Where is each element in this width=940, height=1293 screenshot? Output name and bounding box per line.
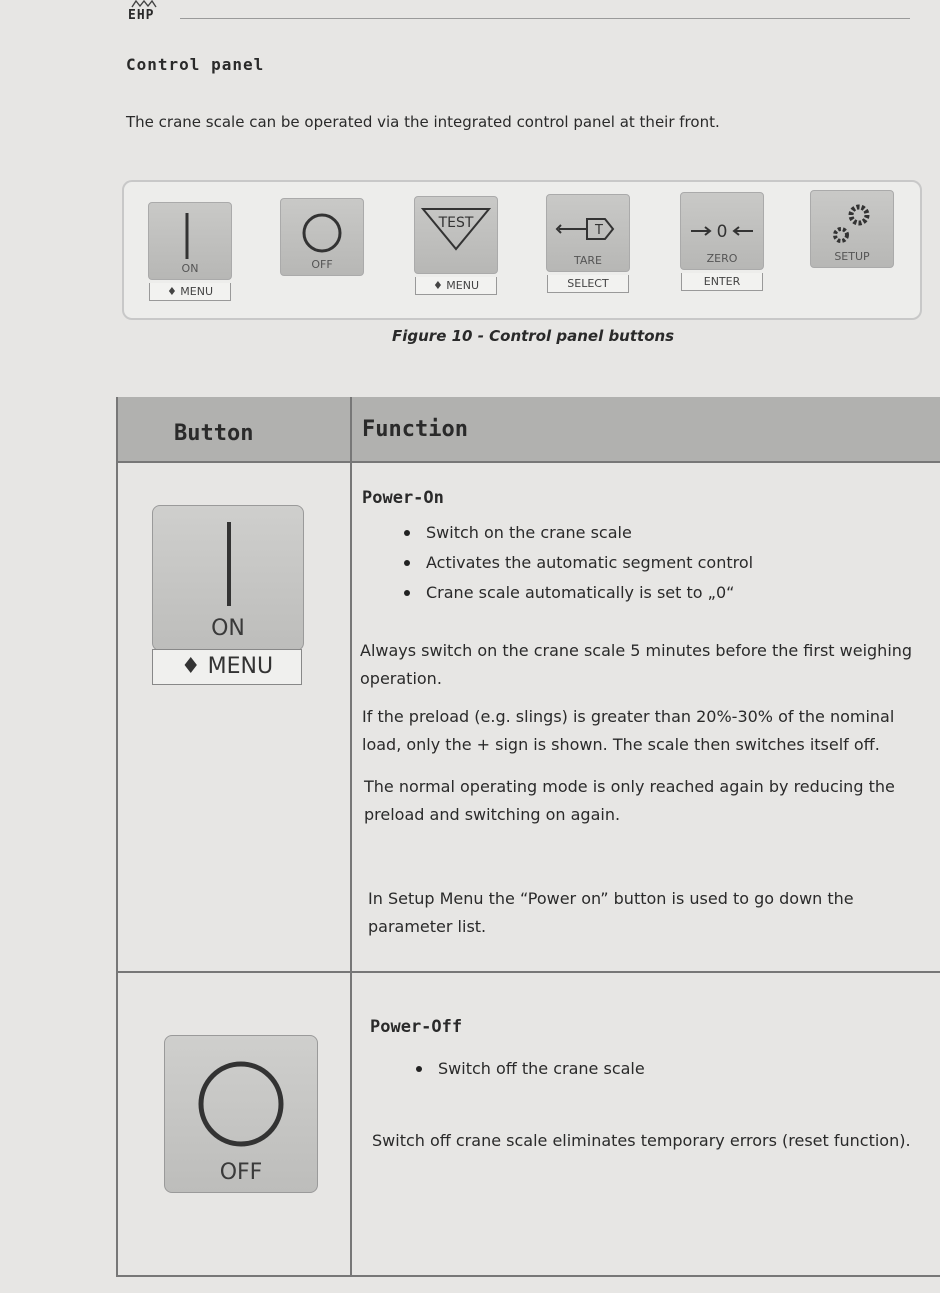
power-on-paragraph-1: Always switch on the crane scale 5 minutes before the first weighing operation. bbox=[360, 641, 913, 688]
zero-icon-text: 0 bbox=[716, 222, 728, 242]
panel-on-label: ON bbox=[181, 262, 199, 275]
on-button-menu: ♦ MENU bbox=[152, 649, 302, 685]
header-button: Button bbox=[174, 421, 254, 446]
test-icon-text: TEST bbox=[438, 215, 474, 231]
header-divider bbox=[180, 18, 910, 19]
list-item: Switch off the crane scale bbox=[416, 1059, 645, 1078]
panel-zero-button bbox=[680, 192, 764, 288]
column-divider bbox=[350, 397, 352, 1275]
power-off-bullets bbox=[416, 1059, 645, 1089]
intro-text: The crane scale can be operated via the integrated control panel at their front. bbox=[126, 113, 720, 131]
figure-caption: Figure 10 - Control panel buttons bbox=[392, 327, 675, 345]
panel-setup-button bbox=[810, 190, 894, 268]
list-item: Crane scale automatically is set to „0“ bbox=[404, 583, 753, 602]
test-icon bbox=[415, 197, 497, 273]
power-off-paragraph-1: Switch off crane scale eliminates temporary errors (reset function). bbox=[372, 1131, 911, 1150]
on-button-label: ON bbox=[211, 616, 245, 641]
panel-test-button bbox=[414, 196, 498, 292]
power-on-paragraph-2: If the preload (e.g. slings) is greater than 20%-30% of the nominal load, only the + sign is shown. The scale then switches itself off. bbox=[362, 707, 895, 754]
on-button-illustration bbox=[152, 505, 304, 651]
panel-zero-sub: ENTER bbox=[681, 273, 763, 291]
power-on-paragraph-3: The normal operating mode is only reached again by reducing the preload and switching on again. bbox=[364, 777, 895, 824]
logo-crown-icon bbox=[130, 0, 170, 8]
panel-setup-label: SETUP bbox=[834, 250, 870, 263]
row-divider bbox=[118, 971, 940, 973]
off-button-illustration bbox=[164, 1035, 318, 1193]
panel-test-sub: ♦ MENU bbox=[415, 277, 497, 295]
header-function: Function bbox=[362, 417, 468, 442]
power-on-paragraph-4: In Setup Menu the “Power on” button is used to go down the parameter list. bbox=[368, 889, 854, 936]
panel-on-sub: ♦ MENU bbox=[149, 283, 231, 301]
panel-tare-label: TARE bbox=[574, 254, 602, 267]
list-item: Activates the automatic segment control bbox=[404, 553, 753, 572]
row-title-power-off: Power-Off bbox=[370, 1017, 463, 1037]
panel-on-button bbox=[148, 202, 232, 298]
panel-tare-button bbox=[546, 194, 630, 290]
section-title: Control panel bbox=[126, 55, 265, 74]
control-panel-figure bbox=[122, 180, 922, 320]
logo: EHP bbox=[128, 8, 155, 23]
tare-icon-text: T bbox=[595, 223, 603, 238]
panel-off-label: OFF bbox=[311, 258, 333, 271]
power-on-bullets bbox=[404, 523, 753, 613]
table-header bbox=[118, 397, 940, 463]
off-button-label: OFF bbox=[219, 1160, 263, 1185]
panel-zero-label: ZERO bbox=[706, 252, 738, 265]
row-title-power-on: Power-On bbox=[362, 488, 444, 508]
list-item: Switch on the crane scale bbox=[404, 523, 753, 542]
panel-tare-sub: SELECT bbox=[547, 275, 629, 293]
panel-off-button bbox=[280, 198, 364, 276]
button-function-table bbox=[116, 397, 940, 1277]
